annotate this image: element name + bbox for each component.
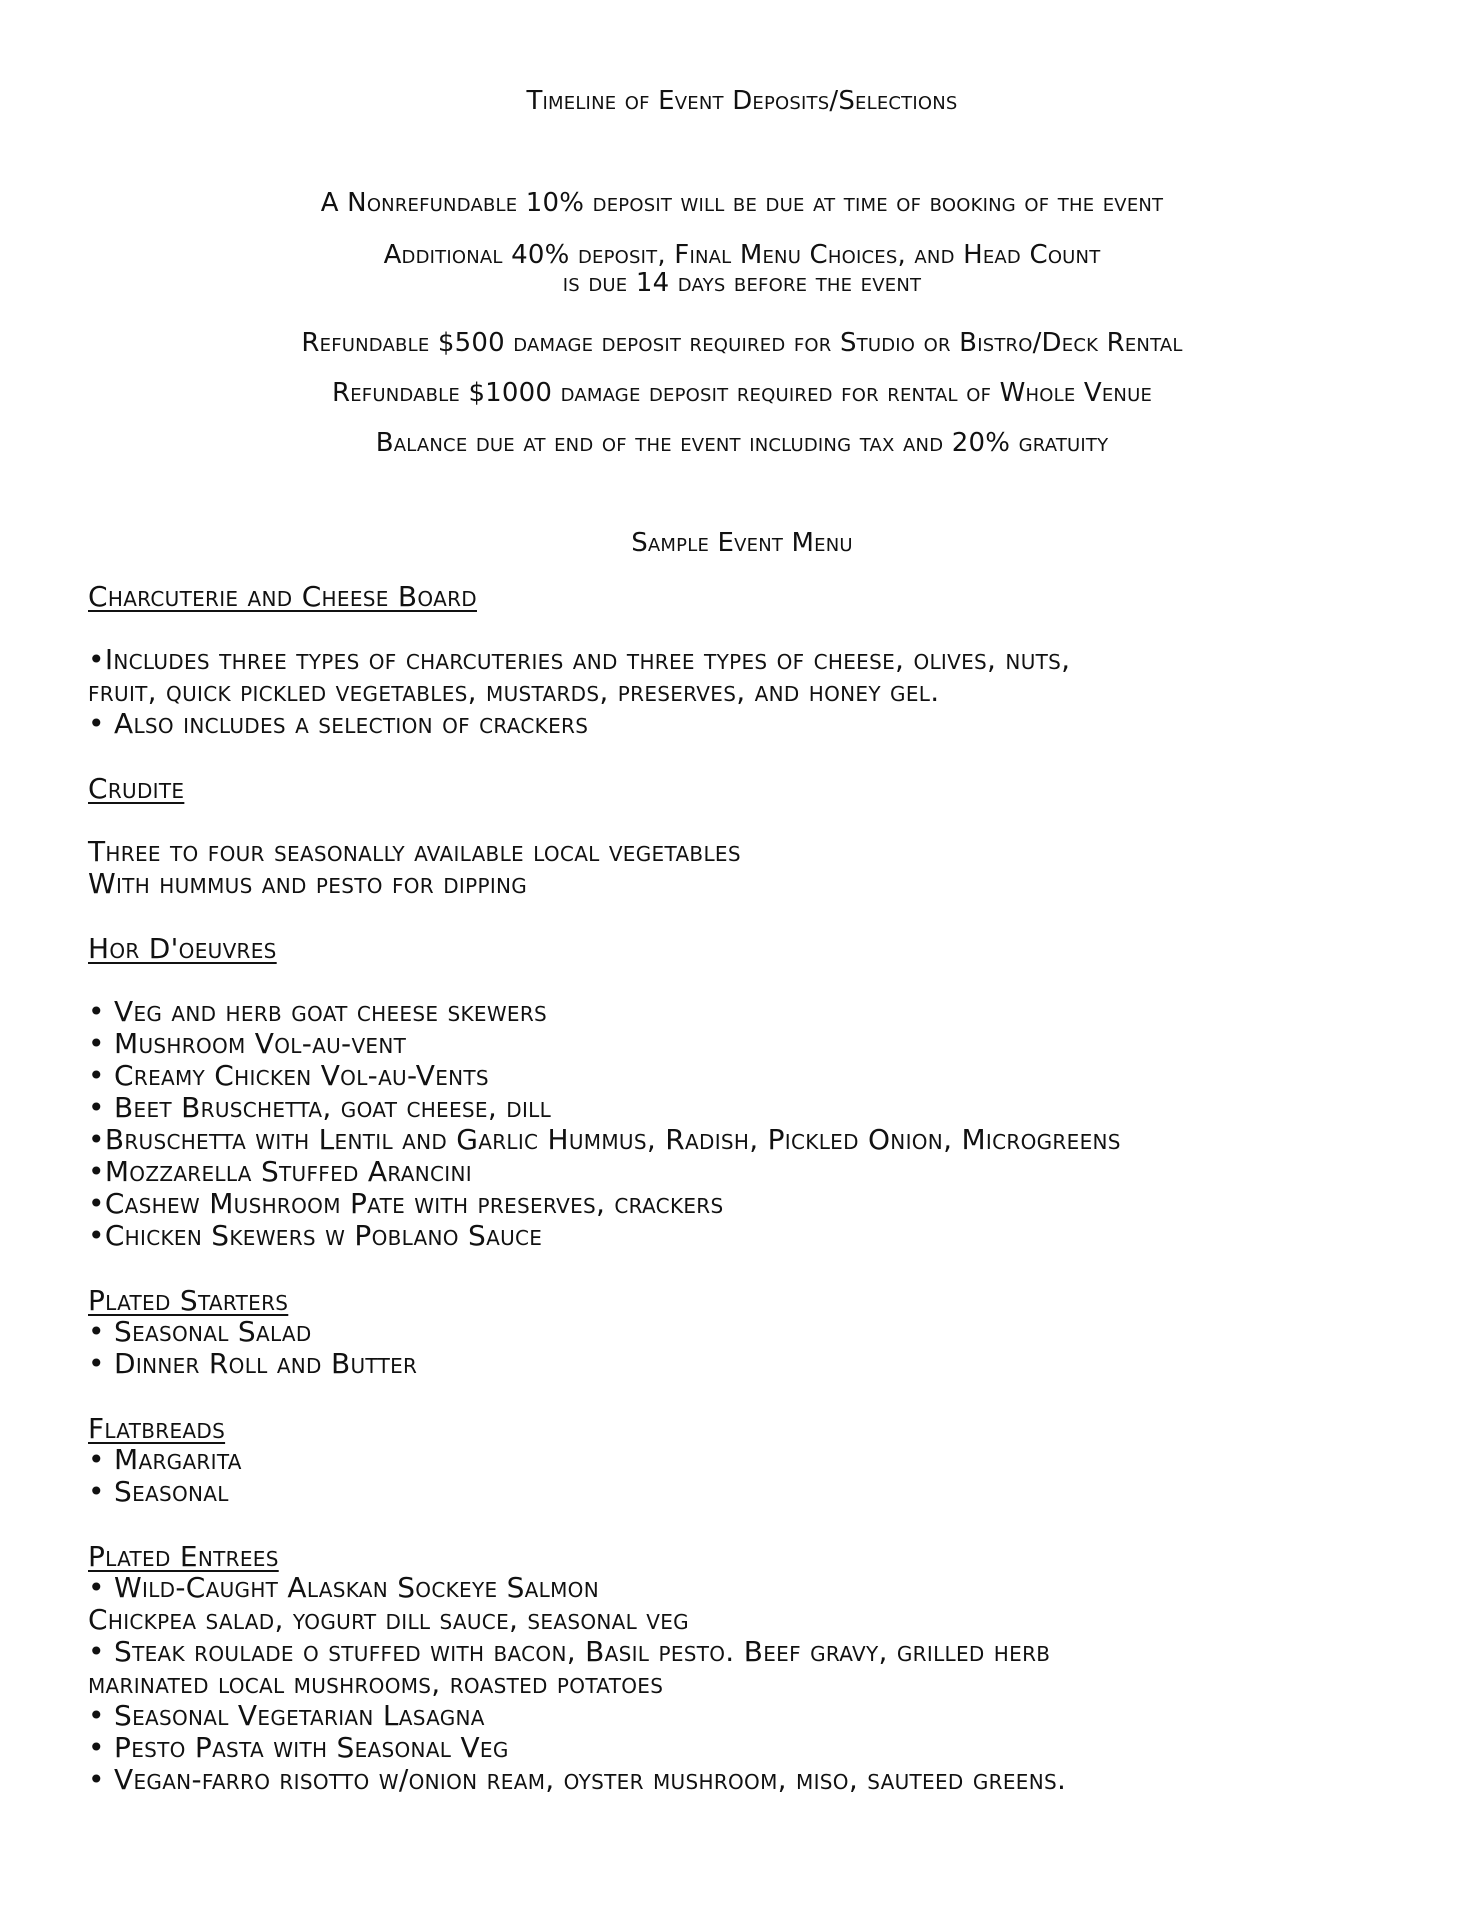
section-body-flatbreads [88, 1444, 1418, 1508]
list-item: marinated local mushrooms, roasted potatoes [88, 1667, 664, 1700]
section-body-hor-doeuvres [88, 996, 1418, 1252]
timeline-line-balance: Balance due at end of the event including tax and 20% gratuity [375, 428, 1109, 458]
timeline-title: Timeline of Event Deposits/Selections [526, 86, 958, 116]
section-heading-plated-starters: Plated Starters [88, 1284, 289, 1317]
section-body-charcuterie [88, 644, 1418, 740]
list-item: • Pesto Pasta with Seasonal Veg [88, 1731, 509, 1764]
list-item: •Cashew Mushroom Pate with preserves, crackers [88, 1187, 724, 1220]
list-item: •Mozzarella Stuffed Arancini [88, 1155, 472, 1188]
list-item: • Seasonal Salad [88, 1315, 312, 1348]
list-item: •Bruschetta with Lentil and Garlic Hummus, Radish, Pickled Onion, Microgreens [88, 1123, 1121, 1156]
section-heading-hor-doeuvres: Hor D'oeuvres [88, 932, 277, 965]
list-item: •Includes three types of charcuteries and three types of cheese, olives, nuts, [88, 643, 1071, 676]
section-heading-flatbreads: Flatbreads [88, 1412, 226, 1445]
section-heading-plated-entrees: Plated Entrees [88, 1540, 279, 1573]
list-item: • Vegan-farro risotto w/onion ream, oyster mushroom, miso, sauteed greens. [88, 1763, 1067, 1796]
list-item: Three to four seasonally available local vegetables [88, 835, 741, 868]
section-body-plated-starters [88, 1316, 1418, 1380]
timeline-line-additional-cont: is due 14 days before the event [562, 268, 922, 298]
timeline-line-damage-1000: Refundable $1000 damage deposit required for rental of Whole Venue [331, 378, 1153, 408]
section-heading-crudite: Crudite [88, 772, 185, 805]
list-item: • Creamy Chicken Vol-au-Vents [88, 1059, 489, 1092]
list-item: • Seasonal Vegetarian Lasagna [88, 1699, 485, 1732]
timeline-line-damage-500: Refundable $500 damage deposit required for Studio or Bistro/Deck Rental [301, 328, 1183, 358]
list-item: • Also includes a selection of crackers [88, 707, 589, 740]
menu-title: Sample Event Menu [631, 528, 853, 558]
timeline-line-booking: A Nonrefundable 10% deposit will be due at time of booking of the event [320, 188, 1164, 218]
list-item: •Chicken Skewers w Poblano Sauce [88, 1219, 543, 1252]
section-body-crudite [88, 836, 1418, 900]
section-heading-charcuterie: Charcuterie and Cheese Board [88, 580, 477, 613]
list-item: • Steak roulade o stuffed with bacon, Basil pesto. Beef gravy, grilled herb [88, 1635, 1051, 1668]
section-body-plated-entrees [88, 1572, 1418, 1796]
list-item: • Seasonal [88, 1475, 229, 1508]
list-item: • Mushroom Vol-au-vent [88, 1027, 407, 1060]
list-item: With hummus and pesto for dipping [88, 867, 528, 900]
list-item: • Beet Bruschetta, goat cheese, dill [88, 1091, 552, 1124]
list-item: • Dinner Roll and Butter [88, 1347, 418, 1380]
list-item: Chickpea salad, yogurt dill sauce, seasonal veg [88, 1603, 689, 1636]
list-item: • Veg and herb goat cheese skewers [88, 995, 548, 1028]
list-item: • Wild-Caught Alaskan Sockeye Salmon [88, 1571, 599, 1604]
timeline-line-additional: Additional 40% deposit, Final Menu Choices, and Head Count [383, 240, 1101, 270]
list-item: • Margarita [88, 1443, 242, 1476]
list-item: fruit, quick pickled vegetables, mustards, preserves, and honey gel. [88, 675, 940, 708]
